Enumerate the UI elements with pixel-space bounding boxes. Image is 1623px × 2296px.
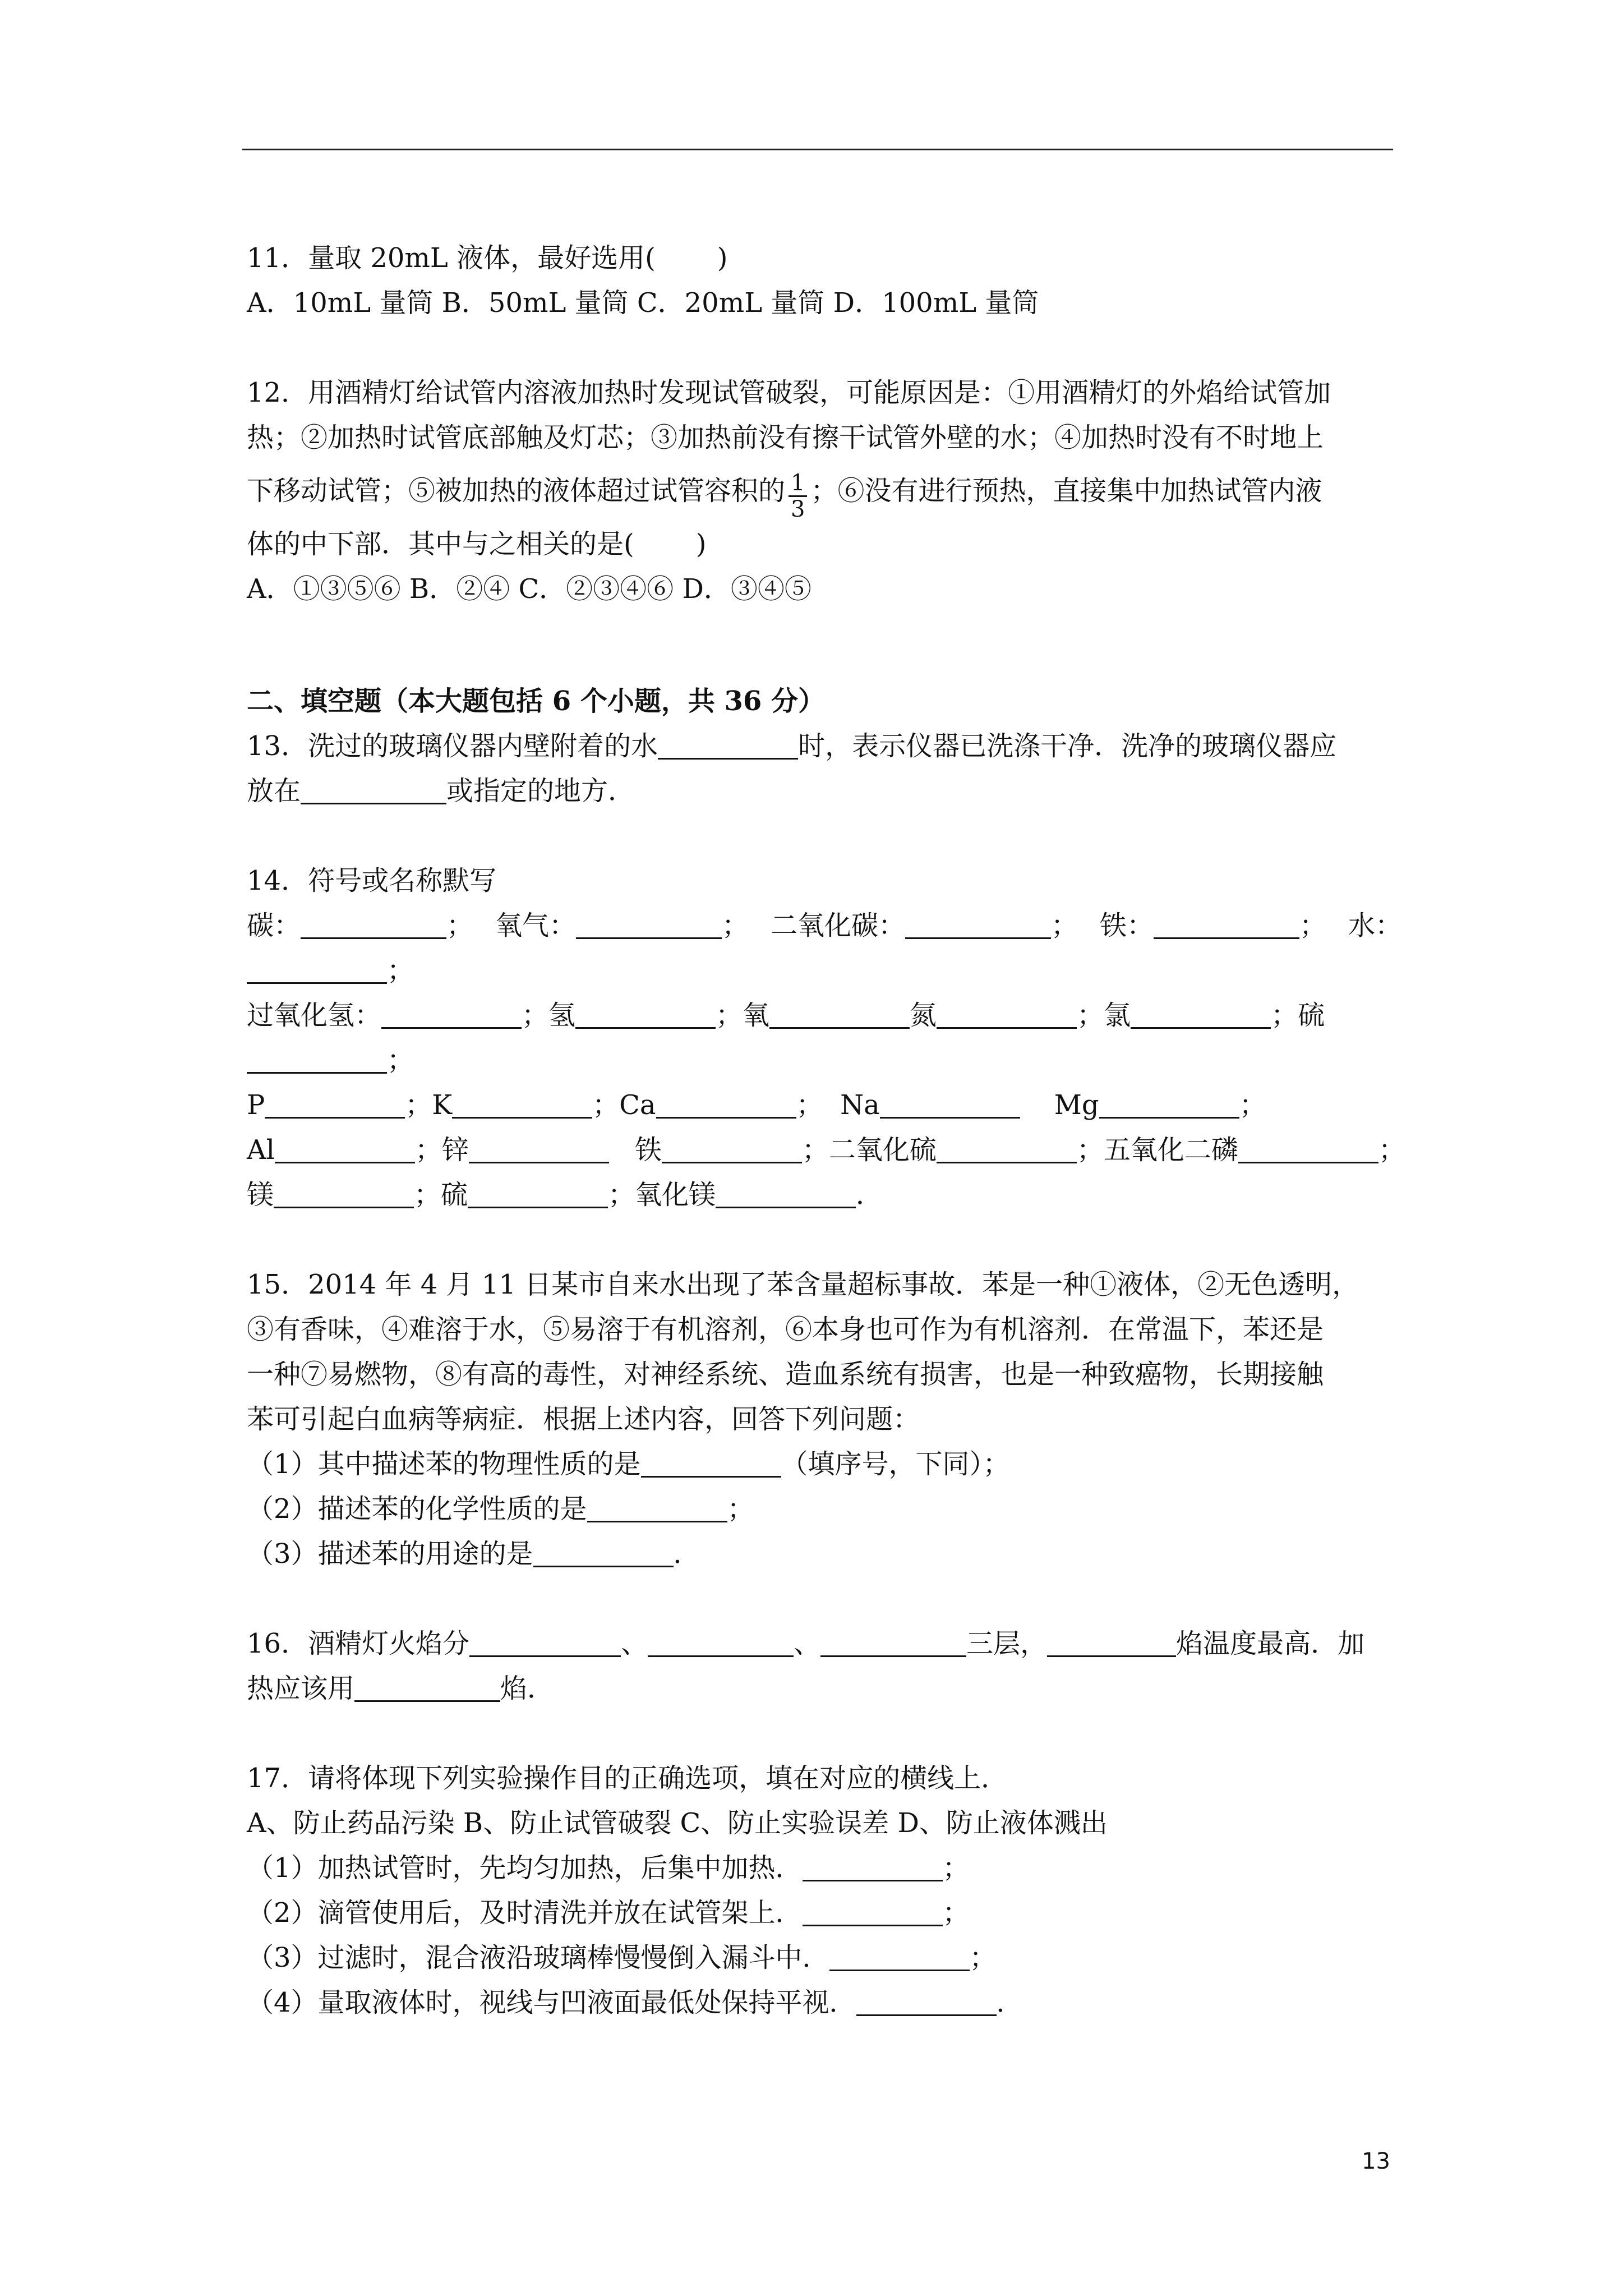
answer-blank[interactable] [803, 1897, 943, 1926]
q14-row-3: 过氧化氢： ；氢 ；氧 氮 ；氯 ；硫 [247, 1000, 1325, 1031]
page-number: 13 [1362, 2148, 1390, 2174]
q11-stem: 11．量取 20mL 液体，最好选用( ) [247, 242, 728, 274]
q15-line-2: ③有香味，④难溶于水，⑤易溶于有机溶剂，⑥本身也可作为有机溶剂．在常温下，苯还是 [247, 1314, 1324, 1345]
answer-blank[interactable] [301, 909, 446, 939]
q15-line-3: 一种⑦易燃物，⑧有高的毒性，对神经系统、造血系统有损害，也是一种致癌物，长期接触 [247, 1359, 1324, 1390]
fraction-one-third: $\frac{1}{3}$ [789, 471, 807, 522]
answer-blank[interactable] [1047, 1627, 1176, 1657]
answer-blank[interactable] [275, 1134, 415, 1163]
answer-blank[interactable] [575, 999, 716, 1029]
q14-title: 14．符号或名称默写 [247, 865, 497, 896]
answer-blank[interactable] [820, 1627, 966, 1657]
q11-options: A．10mL 量筒 B．50mL 量筒 C．20mL 量筒 D．100mL 量筒 [247, 287, 1039, 319]
q14-row-7: 镁 ；硫 ；氧化镁 ． [247, 1179, 883, 1211]
q17-options: A、防止药品污染 B、防止试管破裂 C、防止实验误差 D、防止液体溅出 [247, 1807, 1108, 1839]
answer-blank[interactable] [662, 1134, 802, 1163]
q12-options: A．①③⑤⑥ B．②④ C．②③④⑥ D．③④⑤ [247, 573, 811, 605]
answer-blank[interactable] [274, 1179, 414, 1208]
q12-line-2: 热；②加热时试管底部触及灯芯；③加热前没有擦干试管外壁的水；④加热时没有不时地上 [247, 422, 1324, 453]
q13-line-2: 放在 或指定的地方． [247, 775, 635, 807]
q15-line-4: 苯可引起白血病等病症．根据上述内容，回答下列问题： [247, 1404, 920, 1435]
q17-sub-1: （1）加热试管时，先均匀加热，后集中加热． ； [247, 1852, 970, 1884]
answer-blank[interactable] [381, 999, 522, 1029]
section-title: 二、填空题（本大题包括 6 个小题，共 36 分） [247, 685, 826, 717]
q14-row-6: Al ；锌 铁 ；二氧化硫 ；五氧化二磷 ； [247, 1134, 1405, 1166]
q17-sub-2: （2）滴管使用后，及时清洗并放在试管架上． ； [247, 1897, 970, 1929]
answer-blank[interactable] [716, 1179, 856, 1208]
answer-blank[interactable] [641, 1448, 781, 1478]
answer-blank[interactable] [1154, 909, 1299, 939]
answer-blank[interactable] [469, 1134, 609, 1163]
answer-blank[interactable] [265, 1089, 405, 1119]
answer-blank[interactable] [769, 999, 910, 1029]
answer-blank[interactable] [469, 1627, 621, 1657]
answer-blank[interactable] [452, 1089, 592, 1119]
answer-blank[interactable] [1099, 1089, 1239, 1119]
q14-row-1: 碳： ； 氧气： ； 二氧化碳： ； 铁： ； 水： [247, 910, 1402, 941]
answer-blank[interactable] [301, 775, 446, 804]
answer-blank[interactable] [656, 1089, 796, 1119]
answer-blank[interactable] [533, 1538, 674, 1567]
q14-row-2: ； [247, 948, 1402, 993]
answer-blank[interactable] [829, 1941, 970, 1971]
q13-line-1: 13．洗过的玻璃仪器内壁附着的水 时，表示仪器已洗涤干净．洗净的玻璃仪器应 [247, 730, 1337, 762]
q14-row-5: P ；K ；Ca ； Na Mg ； [247, 1089, 1266, 1121]
answer-blank[interactable] [905, 909, 1051, 939]
answer-blank[interactable] [587, 1493, 727, 1522]
answer-blank[interactable] [658, 730, 798, 760]
q15-sub-3: （3）描述苯的用途的是 ． [247, 1538, 700, 1570]
answer-blank[interactable] [354, 1672, 500, 1702]
answer-blank[interactable] [247, 1044, 387, 1074]
answer-blank[interactable] [247, 954, 387, 984]
q17-sub-3: （3）过滤时，混合液沿玻璃棒慢慢倒入漏斗中． ； [247, 1942, 997, 1973]
answer-blank[interactable] [468, 1179, 608, 1208]
answer-blank[interactable] [937, 999, 1077, 1029]
q14-row-4: ； [247, 1038, 1402, 1083]
q17-title: 17．请将体现下列实验操作目的正确选项，填在对应的横线上． [247, 1763, 1008, 1794]
q15-sub-2: （2）描述苯的化学性质的是 ； [247, 1493, 754, 1525]
page-content [247, 236, 1405, 2025]
answer-blank[interactable] [576, 909, 722, 939]
answer-blank[interactable] [856, 1986, 997, 2016]
q16-line-1: 16．酒精灯火焰分 、 、 三层， 焰温度最高．加 [247, 1628, 1365, 1659]
answer-blank[interactable] [880, 1089, 1020, 1119]
answer-blank[interactable] [937, 1134, 1077, 1163]
q12-line-1: 12．用酒精灯给试管内溶液加热时发现试管破裂，可能原因是：①用酒精灯的外焰给试管加 [247, 377, 1331, 408]
answer-blank[interactable] [1131, 999, 1271, 1029]
q12-line-3: 下移动试管；⑤被加热的液体超过试管容积的 $\frac{1}{3}$ ；⑥没有进行预热，直接集中加热试管内液 [247, 470, 1322, 522]
q15-sub-1: （1）其中描述苯的物理性质的是 （填序号，下同）； [247, 1448, 1010, 1480]
answer-blank[interactable] [803, 1852, 943, 1881]
q15-line-1: 15．2014 年 4 月 11 日某市自来水出现了苯含量超标事故．苯是一种①液体，②无色透明， [247, 1269, 1359, 1300]
q17-sub-4: （4）量取液体时，视线与凹液面最低处保持平视． ． [247, 1987, 1023, 2018]
answer-blank[interactable] [1238, 1134, 1378, 1163]
header-rule [242, 149, 1393, 150]
q12-line-4: 体的中下部．其中与之相关的是( ) [247, 528, 707, 560]
q16-line-2: 热应该用 焰． [247, 1673, 555, 1704]
answer-blank[interactable] [648, 1627, 794, 1657]
